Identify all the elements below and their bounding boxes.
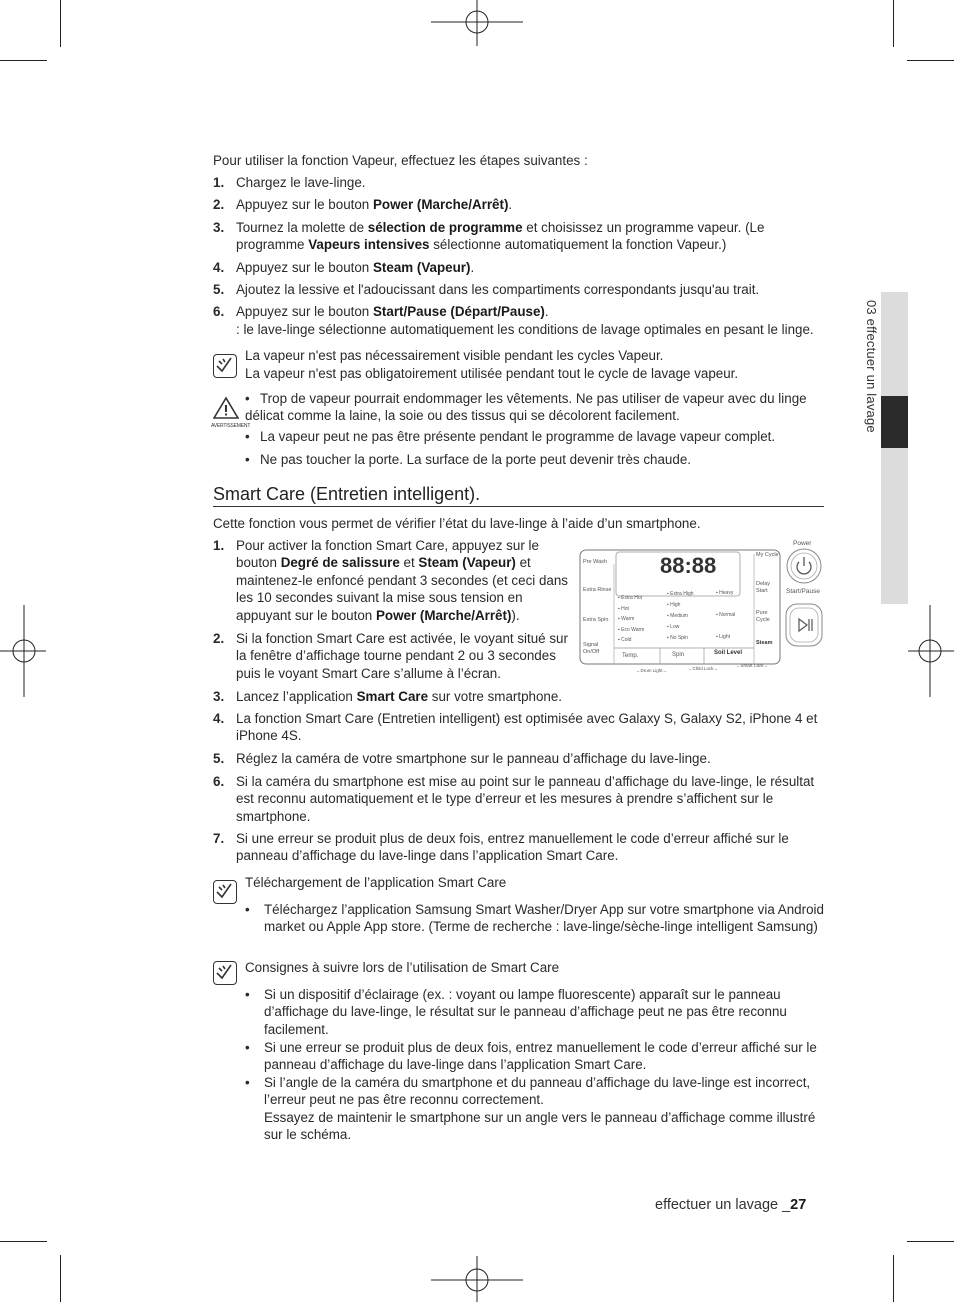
panel-soil-option: ▪ Normal (716, 612, 736, 618)
bullet-text: La vapeur peut ne pas être présente pendant le programme de lavage vapeur complet. (260, 429, 776, 444)
step-number: 6. (213, 304, 225, 319)
panel-smart-care: ←Smart Care→ (736, 663, 769, 668)
intro-text: Pour utiliser la fonction Vapeur, effectuez les étapes suivantes : (213, 153, 588, 168)
panel-temp-option: ▪ Extra Hot (618, 595, 643, 601)
side-tab-marker (881, 396, 908, 448)
side-tab-label: 03 effectuer un lavage (864, 300, 879, 433)
warning-label: AVERTISSEMENT (211, 423, 251, 429)
panel-start-label: Start/Pause (786, 588, 820, 595)
step-number: 2. (213, 631, 225, 646)
panel-left-button: Extra Spin (583, 617, 609, 623)
note3-extra: Essayez de maintenir le smartphone sur un angle vers le panneau d’affichage comme illustré sur le schéma. (264, 1110, 816, 1143)
page-number: 27 (790, 1197, 807, 1213)
step-number: 4. (213, 260, 225, 275)
step-text: Chargez le lave-linge. (236, 175, 366, 190)
bullet-text: Trop de vapeur pourrait endommager les vêtements. Ne pas utiliser de vapeur avec du linge délicat comme la laine, la soie ou des tissus qui se décolorent facilement. (245, 391, 807, 424)
section-intro: Cette fonction vous permet de vérifier l’état du lave-linge à l’aide d’un smartphone. (213, 516, 701, 531)
step-number: 5. (213, 751, 225, 766)
panel-right-button: Delay Start (756, 581, 771, 594)
bullet-dot: • (245, 1040, 250, 1055)
step-number: 2. (213, 197, 225, 212)
bullet-dot: • (245, 429, 250, 444)
panel-spin-option: ▪ No Spin (667, 635, 688, 641)
panel-right-button: My Cycle (756, 552, 779, 558)
step-text: Pour activer la fonction Smart Care, appuyez sur le bouton Degré de salissure et Steam (Vapeur) et maintenez-le enfoncé pendant 3 secondes (et ceci dans les 10 secondes suivant la mise sous tension en appuyant sur le bouton Power (Marche/Arrêt)). (236, 538, 569, 623)
panel-right-button: Pure Cycle (756, 610, 770, 623)
bullet-text: Ne pas toucher la porte. La surface de la porte peut devenir très chaude. (260, 452, 691, 467)
bullet-text: Si une erreur se produit plus de deux fois, entrez manuellement le code d’erreur affiché sur le panneau d’affichage du lave-linge dans l’application Smart Care. (264, 1040, 817, 1073)
panel-power-label: Power (793, 540, 812, 547)
bullet-dot: • (245, 902, 250, 917)
bullet-text: Téléchargez l’application Samsung Smart Washer/Dryer App sur votre smartphone via Android market ou Apple App store. (Terme de recherche : lave-linge/sèche-linge intelligent Samsung) (264, 902, 824, 935)
step-number: 3. (213, 220, 225, 235)
side-tab (881, 292, 908, 604)
registration-mark-right (908, 605, 954, 697)
bullet-text: Si l’angle de la caméra du smartphone et du panneau d’affichage du lave-linge est incorrect, l’erreur peut ne pas être reconnu correctement. (264, 1075, 811, 1108)
step-text: Si une erreur se produit plus de deux fois, entrez manuellement le code d’erreur affiché sur le panneau d’affichage du lave-linge dans l’application Smart Care. (236, 831, 789, 864)
panel-temp-option: ▪ Warm (618, 616, 635, 622)
step-text: La fonction Smart Care (Entretien intelligent) est optimisée avec Galaxy S, Galaxy S2, iPhone 4 et iPhone 4S. (236, 711, 818, 744)
step-text: Réglez la caméra de votre smartphone sur le panneau d’affichage du lave-linge. (236, 751, 711, 766)
panel-soil-option: ▪ Light (716, 634, 731, 640)
control-panel-illustration (578, 540, 828, 676)
panel-digits: 88:88 (660, 553, 717, 578)
note2-icon (213, 880, 237, 904)
panel-spin-option: ▪ High (667, 602, 681, 608)
panel-drum-light: ←Drum Light→ (636, 668, 668, 673)
bullet-dot: • (245, 987, 250, 1002)
registration-mark-bottom (431, 1256, 523, 1302)
bullet-dot: • (245, 391, 250, 406)
note2-title: Téléchargement de l’application Smart Care (245, 875, 507, 890)
step-text: Si la caméra du smartphone est mise au point sur le panneau d’affichage du lave-linge, le résultat est reconnu automatiquement et le type d’erreur et les mesures à prendre s’affichent sur le smartphone. (236, 774, 815, 824)
panel-soil-option: ▪ Heavy (716, 590, 734, 596)
registration-mark-top (431, 0, 523, 46)
step-text: Appuyez sur le bouton Power (Marche/Arrêt). (236, 197, 513, 212)
panel-temp-label: Temp. (622, 653, 639, 659)
panel-spin-label: Spin (672, 652, 685, 658)
step-number: 6. (213, 774, 225, 789)
panel-left-button: Pre Wash (583, 559, 607, 565)
step-number: 4. (213, 711, 225, 726)
panel-temp-option: ▪ Hot (618, 605, 629, 612)
panel-left-button: Signal On/Off (583, 642, 600, 655)
section-rule (213, 506, 824, 507)
note1-line-1: La vapeur n'est pas nécessairement visible pendant les cycles Vapeur. (245, 348, 664, 363)
step6-note: : le lave-linge sélectionne automatiquement les conditions de lavage optimales en pesant le linge. (236, 322, 814, 337)
panel-spin-option: ▪ Low (667, 624, 680, 630)
step-text: Ajoutez la lessive et l'adoucissant dans les compartiments correspondants jusqu'au trait. (236, 282, 760, 297)
bullet-dot: • (245, 452, 250, 467)
step-number: 3. (213, 689, 225, 704)
step-number: 7. (213, 831, 225, 846)
footer-text: effectuer un lavage _ (655, 1197, 791, 1213)
page-footer (655, 1197, 806, 1213)
step-text: Si la fonction Smart Care est activée, le voyant situé sur la fenêtre d’affichage tourne pendant 2 ou 3 secondes puis le voyant Smart Care s’allume à l’écran. (236, 631, 568, 681)
bullet-text: Si un dispositif d’éclairage (ex. : voyant ou lampe fluorescente) apparaît sur le panneau d’affichage du lave-linge, le résultat sur le panneau d’affichage peut ne pas être reconnu facilement. (264, 987, 787, 1037)
panel-spin-option: ▪ Medium (667, 613, 688, 619)
step-text: Appuyez sur le bouton Steam (Vapeur). (236, 260, 475, 275)
note-icon (213, 354, 237, 378)
bullet-dot: • (245, 1075, 250, 1090)
section-title: Smart Care (Entretien intelligent). (213, 484, 481, 504)
panel-right-button: Steam (756, 640, 773, 646)
panel-soil-label: Soil Level (714, 650, 743, 656)
panel-temp-option: ▪ Eco Warm (618, 626, 645, 633)
note1-line-2: La vapeur n'est pas obligatoirement utilisée pendant tout le cycle de lavage vapeur. (245, 366, 739, 381)
panel-child-lock: ←Child Lock→ (688, 666, 719, 671)
step-number: 5. (213, 282, 225, 297)
panel-spin-option: ▪ Extra High (667, 591, 694, 597)
note3-icon (213, 961, 237, 985)
panel-left-button: Extra Rinse (583, 587, 612, 593)
warning-icon (213, 396, 239, 420)
step-text: Lancez l’application Smart Care sur votre smartphone. (236, 689, 563, 704)
panel-temp-option: ▪ Cold (618, 637, 632, 643)
note3-title: Consignes à suivre lors de l’utilisation de Smart Care (245, 960, 560, 975)
registration-mark-left (0, 605, 46, 697)
step-number: 1. (213, 538, 225, 553)
step-text: Tournez la molette de sélection de programme et choisissez un programme vapeur. (Le programme Vapeurs intensives sélectionne automatiquement la fonction Vapeur.) (236, 220, 765, 253)
step-text: Appuyez sur le bouton Start/Pause (Départ/Pause). (236, 304, 549, 319)
step-number: 1. (213, 175, 225, 190)
